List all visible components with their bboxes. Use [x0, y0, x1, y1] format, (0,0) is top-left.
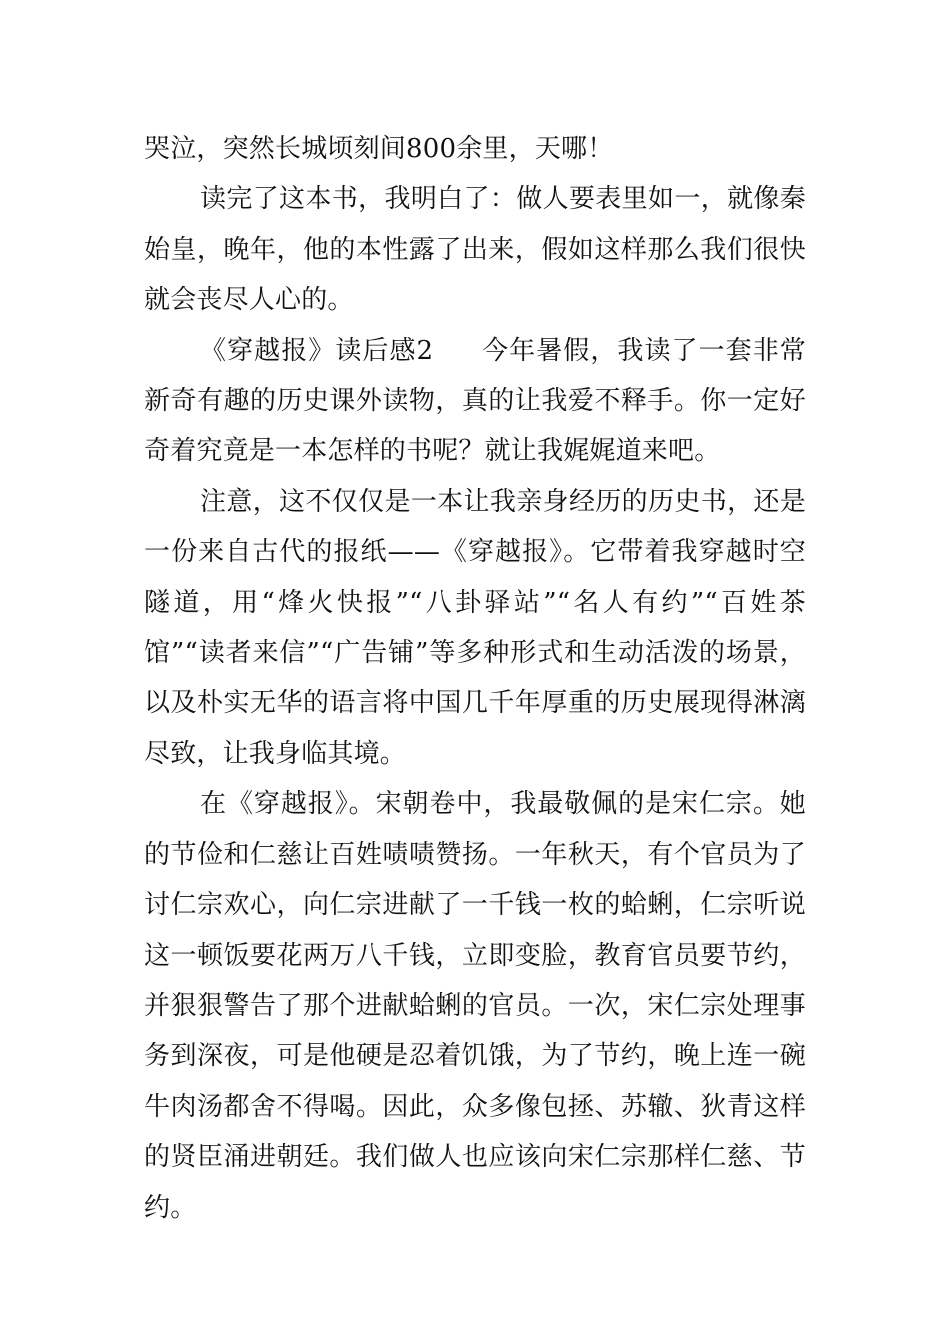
essay-intro-text: 今年暑假，我读了一套非常新奇有趣的历史课外读物，真的让我爱不释手。你一定好奇着究竟是一本怎样的书呢？就让我娓娓道来吧。 — [144, 335, 807, 467]
paragraph-essay-2-intro — [144, 326, 806, 477]
paragraph-song-renzong: 在《穿越报》。宋朝卷中，我最敬佩的是宋仁宗。她的节俭和仁慈让百姓啧啧赞扬。一年秋天，有个官员为了讨仁宗欢心，向仁宗进献了一千钱一枚的蛤蜊，仁宗听说这一顿饭要花两万八千钱，立即变脸，教育官员要节约，并狠狠警告了那个进献蛤蜊的官员。一次，宋仁宗处理事务到深夜，可是他硬是忍着饥饿，为了节约，晚上连一碗牛肉汤都舍不得喝。因此，众多像包拯、苏辙、狄青这样的贤臣涌进朝廷。我们做人也应该向宋仁宗那样仁慈、节约。 — [144, 789, 806, 1223]
document-body — [144, 124, 806, 1233]
paragraph-continuation: 哭泣，突然长城顷刻间800余里，天哪！ — [144, 134, 614, 164]
paragraph-conclusion: 读完了这本书，我明白了：做人要表里如一，就像秦始皇，晚年，他的本性露了出来，假如这样那么我们很快就会丧尽人心的。 — [144, 184, 806, 316]
essay-title: 《穿越报》读后感2 — [200, 335, 434, 366]
paragraph-book-description: 注意，这不仅仅是一本让我亲身经历的历史书，还是一份来自古代的报纸——《穿越报》。它带着我穿越时空隧道，用“烽火快报”“八卦驿站”“名人有约”“百姓茶馆”“读者来信”“广告铺”等多种形式和生动活泼的场景，以及朴实无华的语言将中国几千年厚重的历史展现得淋漓尽致，让我身临其境。 — [144, 486, 806, 769]
